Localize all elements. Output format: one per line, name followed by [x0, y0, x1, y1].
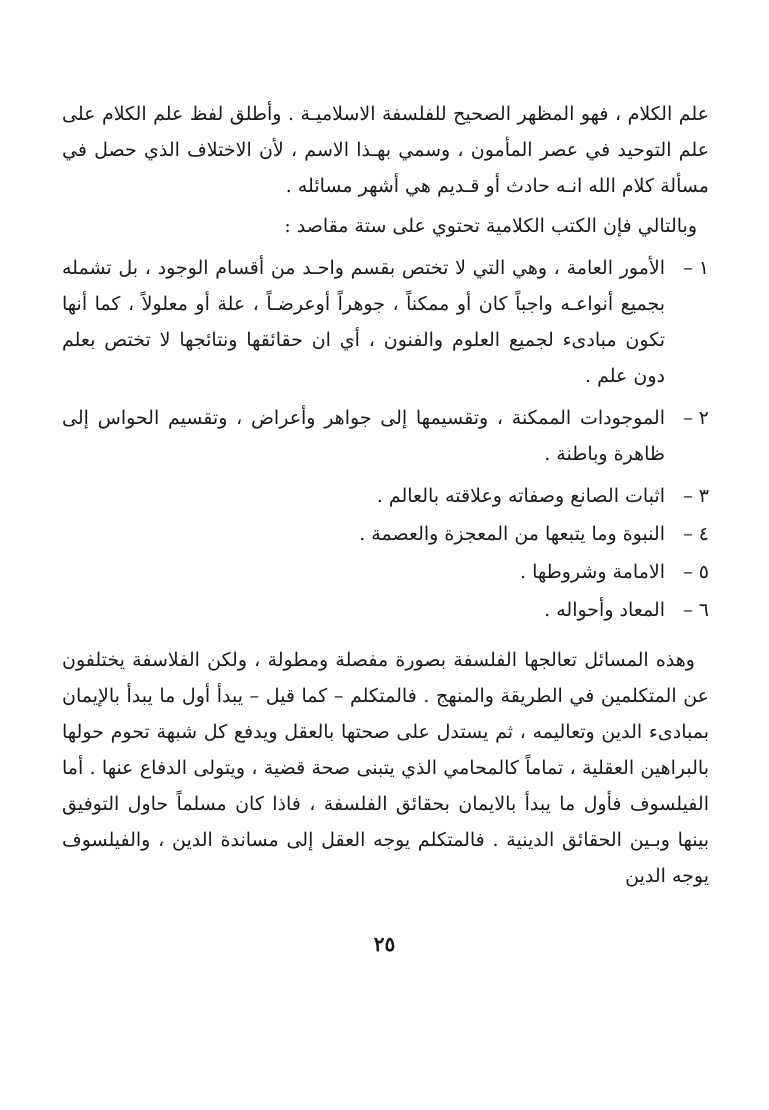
list-item	[62, 516, 709, 552]
page-body	[62, 96, 709, 894]
list-item-number: ٥ –	[683, 561, 709, 583]
list-item-text: الموجودات الممكنة ، وتقسيمها إلى جواهر وأعراض ، وتقسيم الحواس إلى ظاهرة وباطنة .	[62, 407, 665, 465]
list-item	[62, 554, 709, 590]
aims-list	[62, 250, 709, 628]
list-item	[62, 400, 709, 472]
list-item	[62, 478, 709, 514]
lead-sentence: وبالتالي فإن الكتب الكلامية تحتوي على ستة مقاصد :	[284, 215, 697, 237]
list-item	[62, 592, 709, 628]
list-item-text: اثبات الصانع وصفاته وعلاقته بالعالم .	[376, 485, 665, 507]
list-item	[62, 250, 709, 394]
list-item-text: الأمور العامة ، وهي التي لا تختص بقسم واحـد من أقسام الوجود ، بل تشمله بجميع أنواعـه واجباً كان أو ممكناً ، جوهراً أوعرضـاً ، علة أو معلولاً ، كما أنها تكون مبادىء لجميع العلوم والفنون ، أي ان حقائقها ونتائجها لا تختص بعلم دون علم .	[62, 257, 665, 387]
page-number: ٢٥	[373, 932, 396, 956]
intro-paragraph: علم الكلام ، فهو المظهر الصحيح للفلسفة الاسلاميـة . وأطلق لفظ علم الكلام على علم التوحيد في عصر المأمون ، وسمي بهـذا الاسم ، لأن الاختلاف الذي حصل في مسألة كلام الله انـه حادث أو قـديم هي أشهر مسائله .	[62, 103, 709, 197]
list-item-number: ٢ –	[683, 407, 709, 429]
list-item-text: الامامة وشروطها .	[520, 561, 665, 583]
list-item-number: ٦ –	[683, 599, 709, 621]
list-item-number: ٣ –	[683, 485, 709, 507]
list-item-text: المعاد وأحواله .	[544, 599, 665, 621]
closing-paragraph: وهذه المسائل تعالجها الفلسفة بصورة مفصلة ومطولة ، ولكن الفلاسفة يختلفون عن المتكلمين في الطريقة والمنهج . فالمتكلم – كما قيل – يبدأ أول ما يبدأ بالإيمان بمبادىء الدين وتعاليمه ، ثم يستدل على صحتها بالعقل ويدفع كل شبهة تحوم حولها بالبراهين العقلية ، تماماً كالمحامي الذي يتبنى صحة قضية ، ويتولى الدفاع عنها . أما الفيلسوف فأول ما يبدأ بالايمان بحقائق الفلسفة ، فاذا كان مسلماً حاول التوفيق بينها وبـين الحقائق الدينية . فالمتكلم يوجه العقل إلى مساندة الدين ، والفيلسوف يوجه الدين	[62, 649, 709, 887]
list-item-number: ٤ –	[683, 523, 709, 545]
list-item-text: النبوة وما يتبعها من المعجزة والعصمة .	[359, 523, 665, 545]
list-item-number: ١ –	[683, 257, 709, 279]
